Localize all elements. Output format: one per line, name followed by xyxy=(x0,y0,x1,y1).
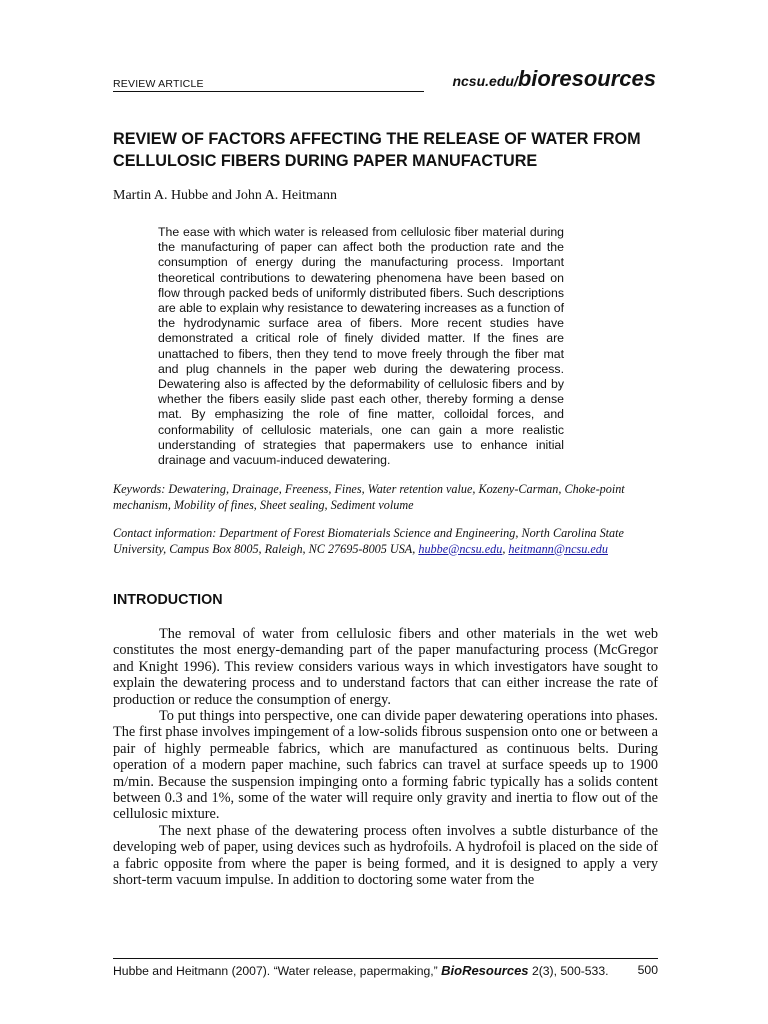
brand-name: bioresources xyxy=(517,66,656,91)
contact-information xyxy=(113,526,658,557)
authors: Martin A. Hubbe and John A. Heitmann xyxy=(113,188,337,203)
citation-prefix: Hubbe and Heitmann (2007). “Water release, papermaking,” xyxy=(113,964,438,978)
contact-text: Department of Forest Biomaterials Science and Engineering, North Carolina State University, Campus Box 8005, Raleigh, NC 27695-8005 USA, xyxy=(113,526,624,556)
keywords-text: Dewatering, Drainage, Freeness, Fines, Water retention value, Kozeny-Carman, Choke-point mechanism, Mobility of fines, Sheet sealing, Sediment volume xyxy=(113,482,625,512)
running-footer xyxy=(113,958,658,978)
email-link-hubbe[interactable]: hubbe@ncsu.edu xyxy=(418,541,503,556)
page-number: 500 xyxy=(637,963,658,977)
citation xyxy=(113,963,609,978)
email-link-heitmann[interactable]: heitmann@ncsu.edu xyxy=(508,541,608,556)
keywords xyxy=(113,482,658,513)
paragraph: The next phase of the dewatering process often involves a subtle disturbance of the developing web of paper, using devices such as hydrofoils. A hydrofoil is placed on the side of a fabric opposite from where the paper is being formed, and it is designed to apply a very short-term vacuum impulse. In addition to doctoring some water from the xyxy=(113,822,658,889)
article-title: REVIEW OF FACTORS AFFECTING THE RELEASE OF WATER FROM CELLULOSIC FIBERS DURING PAPER MANUFACTURE xyxy=(113,130,641,170)
citation-suffix: 2(3), 500-533. xyxy=(531,964,609,978)
journal-brand xyxy=(452,66,656,92)
paragraph: To put things into perspective, one can divide paper dewatering operations into phases. The first phase involves impingement of a low-solids fibrous suspension onto one or between a pair of highly permeable fabrics, which are manufactured as continuous belts. During operation of a modern paper machine, such fabrics can travel at surface speeds up to 1900 m/min. Because the suspension impinging onto a forming fabric typically has a solids content between 0.3 and 1%, some of the water will require only gravity and inertia to flow out of the cellulosic mixture. xyxy=(113,708,658,823)
article-type-label: REVIEW ARTICLE xyxy=(113,78,204,90)
section-heading: INTRODUCTION xyxy=(113,592,223,608)
header-rule xyxy=(113,91,424,92)
keywords-label: Keywords: xyxy=(113,482,166,496)
running-header xyxy=(113,64,656,94)
abstract: The ease with which water is released from cellulosic fiber material during the manufacturing of paper can affect both the production rate and the consumption of energy during the manufacturing process. Important theoretical contributions to dewatering phenomena have been based on flow through packed beds of uniformly distributed fibers. Such descriptions are able to explain why resistance to dewatering increases as a function of the hydrodynamic surface area of fibers. More recent studies have demonstrated a critical role of finely divided matter. If the fines are unattached to fibers, then they tend to move freely through the fiber mat and plug channels in the paper web during the dewatering process. Dewatering also is affected by the deformability of cellulosic fibers and by whether the fibers easily slide past each other, thereby forming a dense mat. By emphasizing the role of fine matter, colloidal forces, and conformability of cellulosic materials, one can gain a more realistic understanding of strategies that papermakers use to enhance initial drainage and vacuum-induced dewatering. xyxy=(158,225,564,468)
paragraph: The removal of water from cellulosic fibers and other materials in the wet web constitutes the most energy-demanding part of the paper manufacturing process (McGregor and Knight 1996). This review considers various ways in which investigators have sought to explain the dewatering process and to understand factors that can either increase the rate of production or reduce the consumption of energy. xyxy=(113,626,658,708)
journal-name: BioResources xyxy=(441,963,529,978)
body-text xyxy=(113,626,658,889)
brand-prefix: ncsu.edu/ xyxy=(452,73,518,89)
email-separator: , xyxy=(502,541,506,556)
contact-label: Contact information: xyxy=(113,526,217,540)
